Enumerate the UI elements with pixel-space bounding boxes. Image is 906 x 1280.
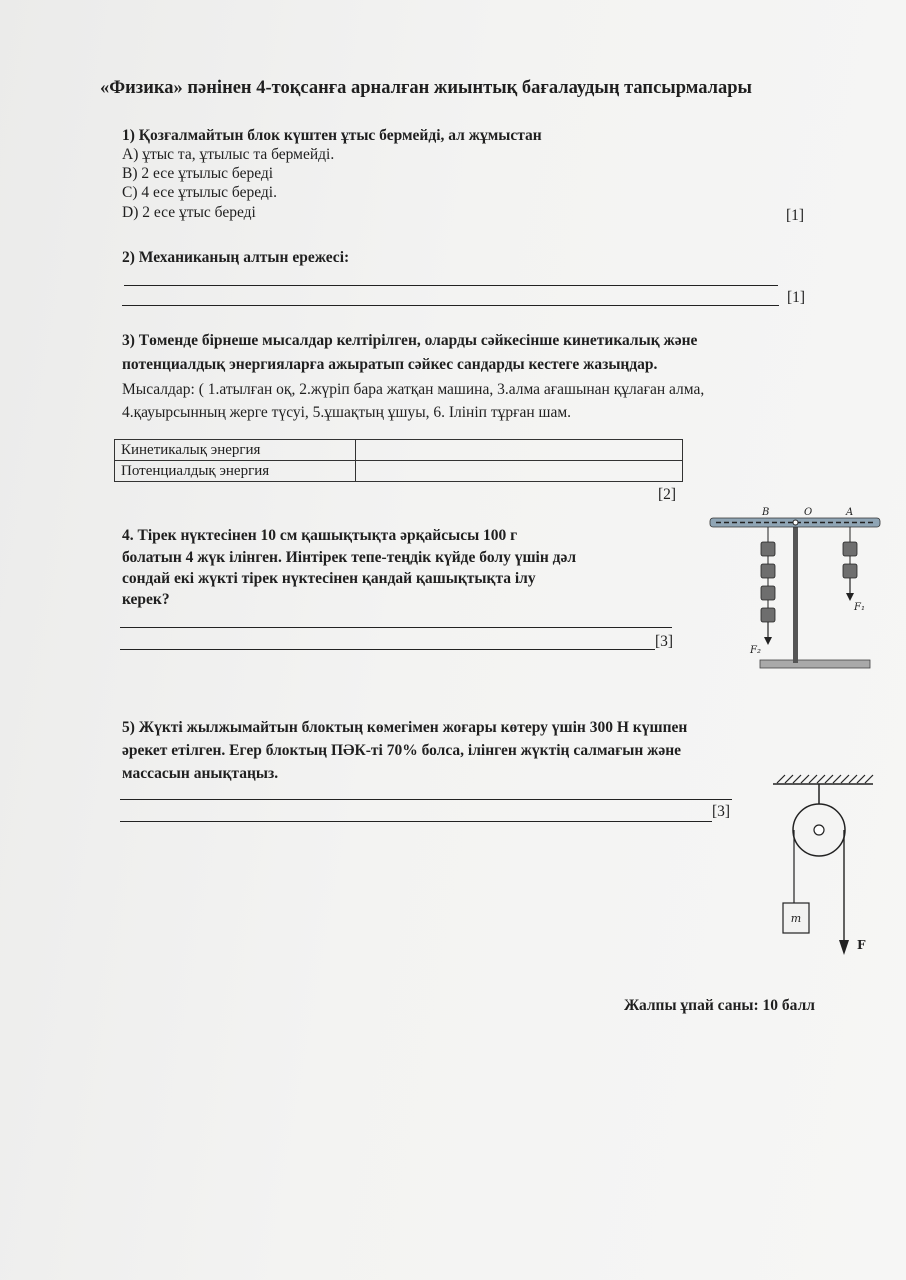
lever-stand	[793, 518, 798, 663]
ceiling-hatch	[777, 775, 873, 783]
q5-answer-line-1[interactable]	[120, 799, 732, 800]
label-f2: F₂	[750, 645, 761, 656]
q1-score: [1]	[786, 207, 805, 224]
total-score: Жалпы ұпай саны: 10 балл	[624, 997, 815, 1014]
q2-answer-line-2[interactable]	[122, 305, 779, 306]
energy-table	[114, 439, 683, 482]
q5-score: [3]	[712, 803, 731, 820]
lever-base	[760, 660, 870, 668]
page-title: «Физика» пәнінен 4-тоқсанға арналған жиынтық бағалаудың тапсырмалары	[100, 78, 752, 98]
potential-energy-label: Потенциалдық энергия	[115, 461, 356, 482]
q3-examples-line-2: 4.қауырсынның жерге түсуі, 5.ұшақтың ұшуы, 6. Ілініп тұрған шам.	[122, 404, 572, 421]
q4-text-line-3: сондай екі жүкті тірек нүктесінен қандай қашықтықта ілу	[122, 570, 536, 587]
q5-answer-line-2[interactable]	[120, 821, 712, 822]
potential-energy-answer-cell[interactable]	[356, 461, 683, 482]
mass-label: m	[790, 912, 802, 925]
label-a: A	[846, 507, 854, 518]
q3-examples-line-1: Мысалдар: ( 1.атылған оқ, 2.жүріп бара жатқан машина, 3.алма ағашынан құлаған алма,	[122, 381, 705, 398]
label-o: O	[804, 507, 813, 518]
label-f1: F₁	[854, 602, 865, 613]
q3-text-line-2: потенциалдық энергияларға ажыратып сәйкес сандарды кестеге жазыңдар.	[122, 356, 658, 373]
pivot-point	[793, 520, 798, 525]
table-row	[115, 440, 683, 461]
q4-text-line-2: болатын 4 жүк ілінген. Иінтірек тепе-теңдік күйде болу үшін дәл	[122, 549, 577, 566]
q5-text-line-1: 5) Жүкті жылжымайтын блоктың көмегімен жоғары көтеру үшін 300 Н күшпен	[122, 719, 688, 736]
q4-answer-line-1[interactable]	[120, 627, 672, 628]
lever-figure	[700, 500, 890, 675]
q4-answer-line-2[interactable]	[120, 649, 655, 650]
q3-text-line-1: 3) Төменде бірнеше мысалдар келтірілген, оларды сәйкесінше кинетикалық және	[122, 332, 698, 349]
q1-option-d: D) 2 есе ұтыс береді	[122, 204, 256, 221]
q2-answer-line-1[interactable]	[124, 285, 778, 286]
left-weights	[761, 527, 775, 645]
q4-text-line-1: 4. Тірек нүктесінен 10 см қашықтықта әрқайсысы 100 г	[122, 527, 518, 544]
q5-text-line-2: әрекет етілген. Егер блоктың ПӘК-ті 70% болса, ілінген жүктің салмағын және	[122, 742, 682, 759]
pulley-figure	[765, 770, 875, 960]
q1-option-c: C) 4 есе ұтылыс береді.	[122, 184, 277, 201]
q1-option-b: B) 2 есе ұтылыс береді	[122, 165, 274, 182]
kinetic-energy-answer-cell[interactable]	[356, 440, 683, 461]
label-b: B	[762, 507, 770, 518]
force-arrow	[839, 940, 849, 955]
q2-question: 2) Механиканың алтын ережесі:	[122, 249, 350, 266]
table-row	[115, 461, 683, 482]
right-weights	[843, 527, 857, 601]
q1-option-a: A) ұтыс та, ұтылыс та бермейді.	[122, 146, 335, 163]
force-label: F	[857, 938, 866, 952]
q4-text-line-4: керек?	[122, 591, 170, 608]
q1-question: 1) Қозғалмайтын блок күштен ұтыс бермейді, ал жұмыстан	[122, 127, 542, 144]
q4-score: [3]	[655, 633, 674, 650]
q2-score: [1]	[787, 289, 806, 306]
pulley-axle	[814, 825, 824, 835]
kinetic-energy-label: Кинетикалық энергия	[115, 440, 356, 461]
q5-text-line-3: массасын анықтаңыз.	[122, 765, 279, 782]
q3-score: [2]	[658, 486, 677, 503]
